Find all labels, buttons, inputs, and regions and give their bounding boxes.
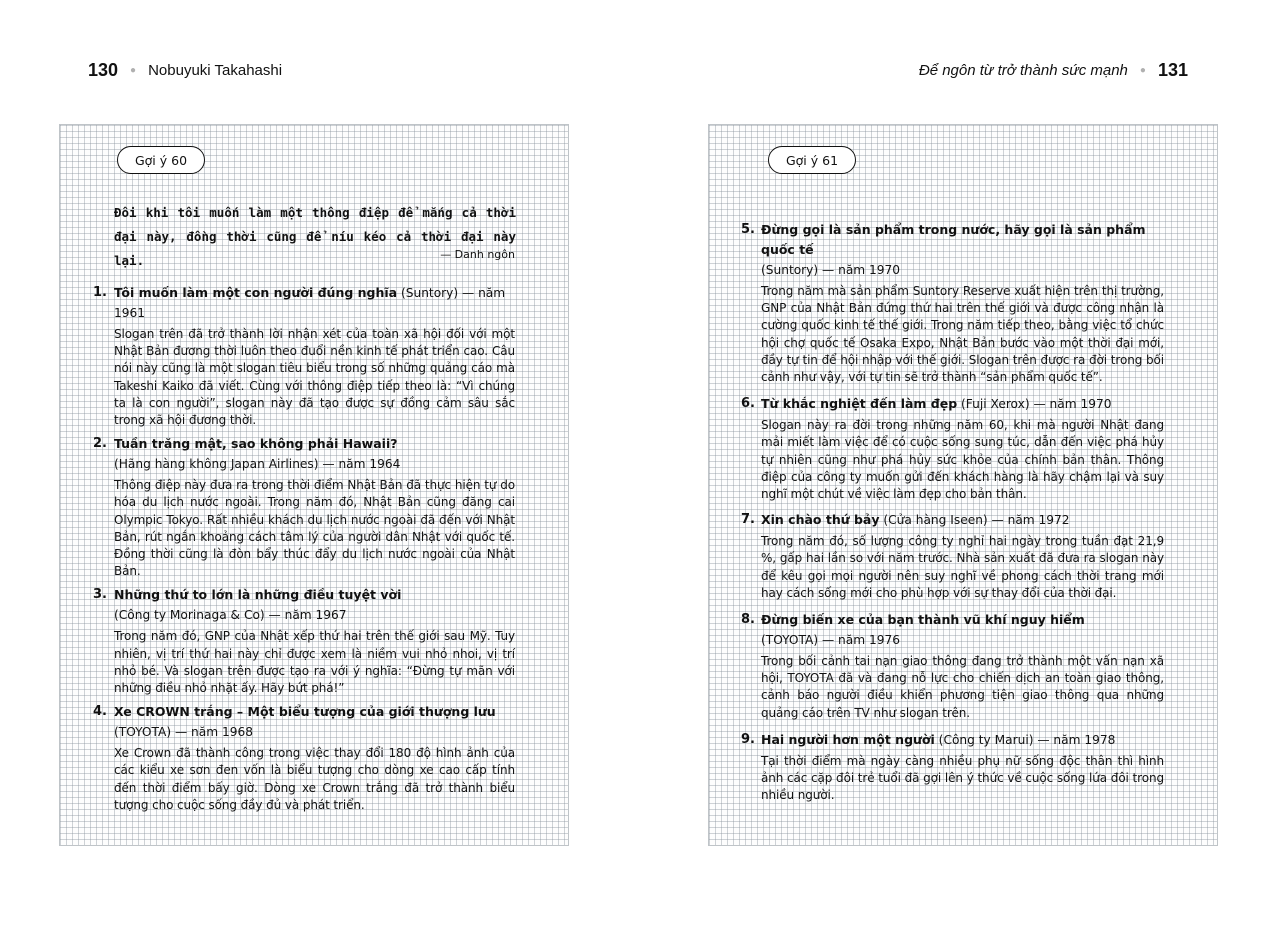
right-page-header (919, 58, 1188, 82)
item-heading (761, 610, 1164, 630)
item-source: (Công ty Morinaga & Co) — năm 1967 (114, 608, 347, 623)
slogan-item (60, 283, 568, 429)
left-grid-page (59, 124, 569, 846)
item-heading (761, 220, 1164, 260)
item-heading (761, 730, 1164, 750)
item-source: (Fuji Xerox) — năm 1970 (957, 397, 1112, 412)
item-description: Thông điệp này đưa ra trong thời điểm Nhật Bản đã thực hiện tự do hóa du lịch nước ngoài. Trong năm đó, Nhật Bản cũng đăng cai Olympic Tokyo. Rất nhiều khách du lịch nước ngoài đã đến với Nhật Bản, rút ngắn khoảng cách tâm lý của người dân Nhật với quốc tế. Đồng thời cũng là đòn bẩy thúc đẩy du lịch nước ngoài của Nhật Bản. (114, 478, 515, 579)
item-title: Tôi muốn làm một con người đúng nghĩa (114, 285, 398, 300)
item-source: (Công ty Marui) — năm 1978 (934, 732, 1116, 747)
item-title: Từ khắc nghiệt đến làm đẹp (761, 396, 958, 412)
item-title: Xin chào thứ bảy (761, 512, 880, 528)
item-description: Slogan trên đã trở thành lời nhận xét của toàn xã hội đối với một Nhật Bản đương thời luôn theo đuổi nền kinh tế phát triển cao. Câu nói này cũng là một slogan tiêu biểu trong số những quảng cáo mà Takeshi Kaiko đã viết. Cùng với thông điệp tiếp theo là: “Vì chúng ta là con người”, slogan này đã tạo được sự đồng cảm sâu sắc trong xã hội đương thời. (114, 327, 515, 428)
item-title: Đừng biến xe của bạn thành vũ khí nguy hiểm (761, 612, 1085, 628)
slogan-item (60, 702, 568, 814)
item-number: 5. (741, 222, 755, 237)
slogan-list (60, 283, 568, 814)
tip-badge: Gợi ý 61 (768, 146, 856, 174)
item-number: 2. (93, 436, 107, 452)
item-title: Xe CROWN trắng – Một biểu tượng của giới thượng lưu (114, 704, 496, 720)
book-title: Để ngôn từ trở thành sức mạnh (918, 61, 1128, 79)
item-description: Trong năm mà sản phẩm Suntory Reserve xuất hiện trên thị trường, GNP của Nhật Bản đứng thứ hai trên thế giới và được công nhận là cường quốc kinh tế thế giới. Trong năm tiếp theo, bằng việc tổ chức hội chợ quốc tế Osaka Expo, Nhật Bản bước vào một thời đại mới, đầy tự tin để hội nhập với thế giới. Slogan trên được ra đời trong bối cảnh như vậy, với tự tin sẽ trở thành “sản phẩm quốc tế”. (761, 284, 1164, 385)
left-page-number: 130 (88, 59, 119, 80)
item-title: Hai người hơn một người (761, 731, 935, 747)
item-number: 7. (741, 512, 755, 528)
quote-source: — Danh ngôn (440, 248, 515, 261)
item-title: Đừng gọi là sản phẩm trong nước, hãy gọi là sản phẩm quốc tế (761, 222, 1146, 257)
item-description: Trong năm đó, GNP của Nhật xếp thứ hai trên thế giới sau Mỹ. Tuy nhiên, vị trí thứ hai này chỉ được xem là niềm vui nhỏ nhoi, vị trí nhỏ bé. Và slogan trên được tạo ra với ý nghĩa: “Đừng tự mãn với những điều nhỏ nhặt ấy. Hãy bứt phá!” (114, 629, 515, 696)
item-source: (Suntory) — năm 1961 (114, 286, 506, 320)
item-number: 4. (93, 704, 107, 720)
item-number: 3. (93, 587, 107, 603)
item-description: Trong năm đó, số lượng công ty nghỉ hai ngày trong tuần đạt 21,9 %, gấp hai lần so với năm trước. Nhà sản xuất đã đưa ra slogan này để kêu gọi mọi người nên suy nghĩ về phong cách thời trang mới hay cách sống mới cho phù hợp với sự thay đổi của thời đại. (761, 534, 1164, 600)
item-source: (TOYOTA) — năm 1976 (761, 633, 900, 648)
item-description: Trong bối cảnh tai nạn giao thông đang trở thành một vấn nạn xã hội, TOYOTA đã và đang nỗ lực cho chiến dịch an toàn giao thông, cảnh báo người điều khiển phương tiện giao thông qua những quảng cáo trên TV như slogan trên. (761, 654, 1164, 720)
item-source: (Cửa hàng Iseen) — năm 1972 (879, 513, 1070, 528)
right-grid-page (708, 124, 1218, 846)
item-title: Tuần trăng mật, sao không phải Hawaii? (114, 436, 398, 452)
item-title: Những thứ to lớn là những điều tuyệt vời (114, 587, 402, 603)
author-name: Nobuyuki Takahashi (148, 61, 283, 79)
item-source: (Suntory) — năm 1970 (761, 263, 901, 277)
tip-badge: Gợi ý 60 (117, 146, 205, 174)
slogan-item (60, 585, 568, 697)
left-page-header (88, 58, 282, 82)
item-description: Xe Crown đã thành công trong việc thay đổi 180 độ hình ảnh của các kiểu xe sơn đen vốn là biểu tượng cho dòng xe cao cấp tính đến thời điểm bấy giờ. Dòng xe Crown trắng đã trở thành biểu tượng cho cuộc sống đầy đủ và phát triển. (114, 746, 515, 812)
item-number: 6. (741, 396, 755, 412)
item-source: (Hãng hàng không Japan Airlines) — năm 1964 (114, 457, 401, 472)
slogan-item (709, 730, 1217, 805)
slogan-list (709, 220, 1217, 804)
item-heading (761, 510, 1164, 530)
slogan-item (709, 220, 1217, 386)
item-source: (TOYOTA) — năm 1968 (114, 725, 253, 740)
slogan-item (709, 394, 1217, 503)
slogan-item (709, 610, 1217, 722)
item-number: 9. (741, 731, 755, 747)
slogan-item (60, 434, 568, 580)
header-bullet: ● (130, 64, 137, 76)
item-heading (114, 702, 515, 722)
item-heading (114, 283, 515, 323)
item-heading (114, 434, 515, 454)
item-description: Slogan này ra đời trong những năm 60, khi mà người Nhật đang mải miết làm việc để có cuộc sống sung túc, dẫn đến việc phá hủy tự nhiên cũng như phá hủy sức khỏe của chính bản thân. Thông điệp của công ty muốn gửi đến khách hàng là hãy chậm lại và suy nghĩ một chút về việc làm đẹp cho bản thân. (761, 418, 1164, 502)
item-number: 8. (741, 612, 755, 628)
header-bullet: ● (1139, 64, 1146, 76)
item-heading (761, 394, 1164, 414)
quote-text: Đôi khi tôi muốn làm một thông điệp để mắng cả thời đại này, đồng thời cũng để níu kéo cả thời đại này lại. (114, 205, 516, 268)
item-heading (114, 585, 515, 605)
item-description: Tại thời điểm mà ngày càng nhiều phụ nữ sống độc thân thì hình ảnh các cặp đôi trẻ tuổi đã gợi lên ý thức về cuộc sống lứa đôi trong nhiều người. (761, 753, 1164, 803)
right-page-number: 131 (1157, 59, 1188, 80)
item-number: 1. (93, 285, 107, 300)
slogan-item (709, 510, 1217, 602)
